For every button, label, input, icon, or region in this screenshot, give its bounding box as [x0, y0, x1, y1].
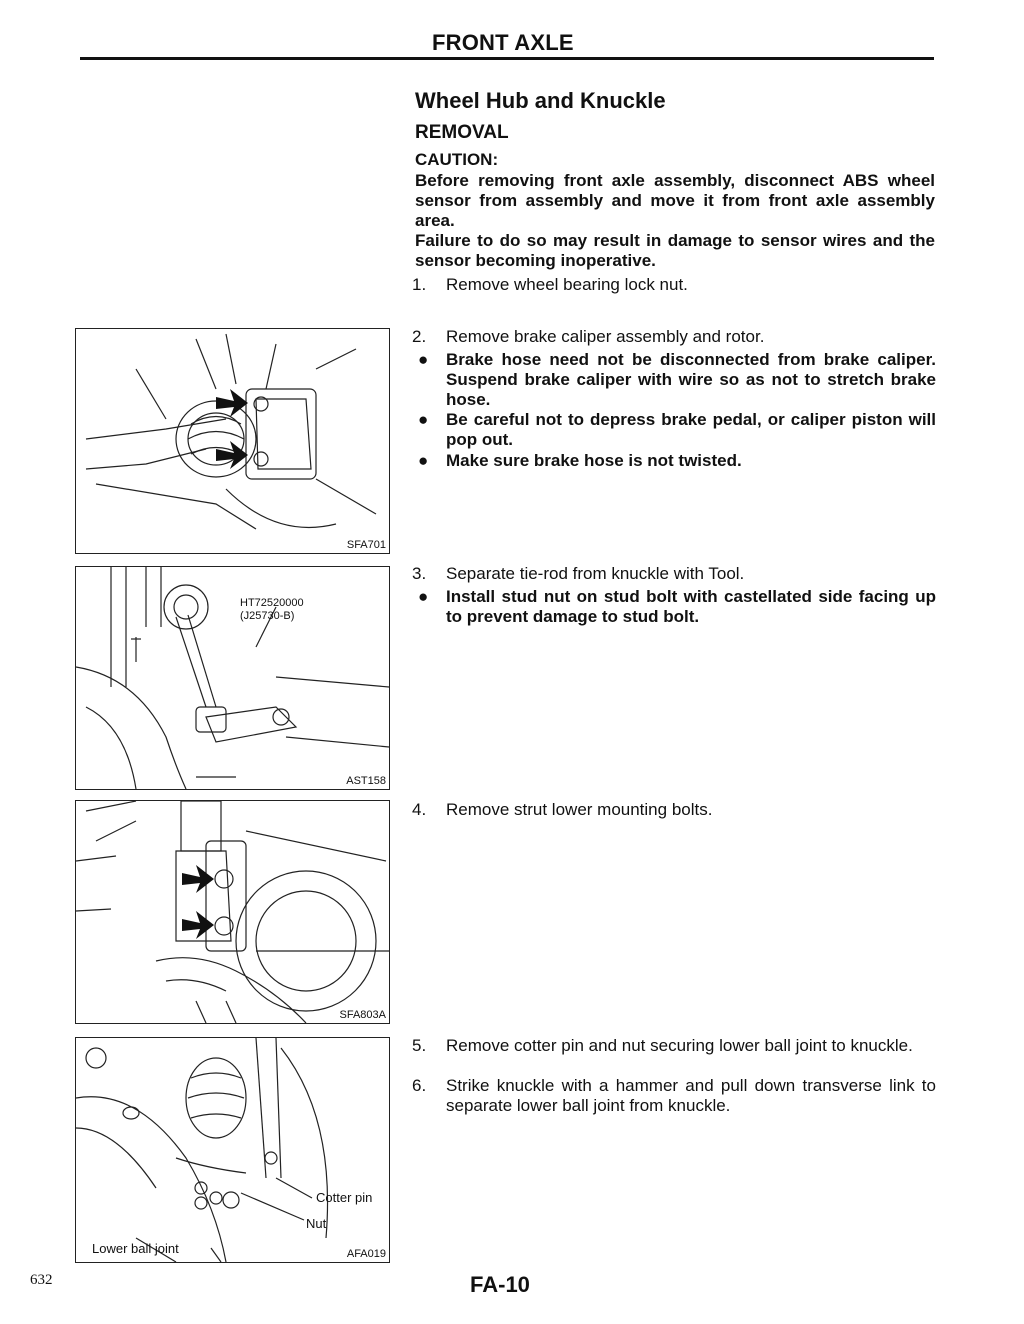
- bullet-item: [412, 350, 936, 410]
- bullet-icon: ●: [418, 587, 429, 606]
- tool-alt-number: (J25730-B): [240, 610, 295, 622]
- step-6: [412, 1076, 936, 1116]
- figure-code: AFA019: [346, 1248, 386, 1260]
- step-number: 1.: [412, 275, 427, 294]
- page-heading: Wheel Hub and Knuckle: [415, 88, 666, 113]
- bullet-icon: ●: [418, 451, 429, 470]
- bullet-item: [412, 587, 936, 627]
- step-2: [412, 327, 936, 347]
- step-5: [412, 1036, 936, 1056]
- tie-rod-illustration: [76, 567, 389, 789]
- step-text: Remove cotter pin and nut securing lower ball joint to knuckle.: [446, 1036, 913, 1055]
- section-title: FRONT AXLE: [432, 30, 574, 55]
- figure-lower-ball-joint: [75, 1037, 390, 1263]
- step-1: [412, 275, 936, 295]
- step-4: [412, 800, 936, 820]
- bullet-text: Brake hose need not be disconnected from brake caliper. Suspend brake caliper with wire so as not to stretch brake hose.: [446, 350, 936, 409]
- nut-label: Nut: [306, 1216, 327, 1231]
- cotter-pin-label: Cotter pin: [316, 1190, 373, 1205]
- bullet-item: [412, 451, 936, 471]
- step-number: 6.: [412, 1076, 427, 1095]
- figure-code: SFA701: [346, 539, 386, 551]
- figure-code: SFA803A: [339, 1009, 386, 1021]
- step-text: Remove strut lower mounting bolts.: [446, 800, 713, 819]
- bullet-item: [412, 410, 936, 450]
- step-number: 3.: [412, 564, 427, 583]
- removal-subheading: REMOVAL: [415, 122, 509, 143]
- step-number: 4.: [412, 800, 427, 819]
- figure-strut-bolts: [75, 800, 390, 1024]
- figure-brake-caliper: [75, 328, 390, 554]
- scan-page-number: 632: [30, 1272, 53, 1288]
- step-3: [412, 564, 936, 584]
- step-text: Remove wheel bearing lock nut.: [446, 275, 688, 294]
- ball-joint-illustration: [76, 1038, 389, 1262]
- caliper-illustration: [76, 329, 389, 553]
- bullet-icon: ●: [418, 350, 429, 369]
- figure-tie-rod-tool: [75, 566, 390, 790]
- figure-code: AST158: [346, 775, 386, 787]
- caution-paragraph-1: Before removing front axle assembly, disconnect ABS wheel sensor from assembly and move it from front axle assembly area.: [415, 171, 935, 230]
- step-text: Strike knuckle with a hammer and pull down transverse link to separate lower ball joint from knuckle.: [446, 1076, 936, 1115]
- step-text: Remove brake caliper assembly and rotor.: [446, 327, 765, 346]
- bullet-text: Be careful not to depress brake pedal, or caliper piston will pop out.: [446, 410, 936, 449]
- tool-part-number: HT72520000: [240, 597, 304, 609]
- caution-paragraph-2: Failure to do so may result in damage to sensor wires and the sensor becoming inoperative.: [415, 231, 935, 270]
- bullet-text: Install stud nut on stud bolt with castellated side facing up to prevent damage to stud bolt.: [446, 587, 936, 626]
- caution-label: CAUTION:: [415, 150, 499, 169]
- step-number: 2.: [412, 327, 427, 346]
- bullet-text: Make sure brake hose is not twisted.: [446, 451, 742, 470]
- page-label: FA-10: [470, 1272, 530, 1297]
- step-text: Separate tie-rod from knuckle with Tool.: [446, 564, 745, 583]
- step-number: 5.: [412, 1036, 427, 1055]
- lower-ball-joint-label: Lower ball joint: [92, 1241, 179, 1256]
- bullet-icon: ●: [418, 410, 429, 429]
- strut-illustration: [76, 801, 389, 1023]
- title-rule: [80, 57, 934, 60]
